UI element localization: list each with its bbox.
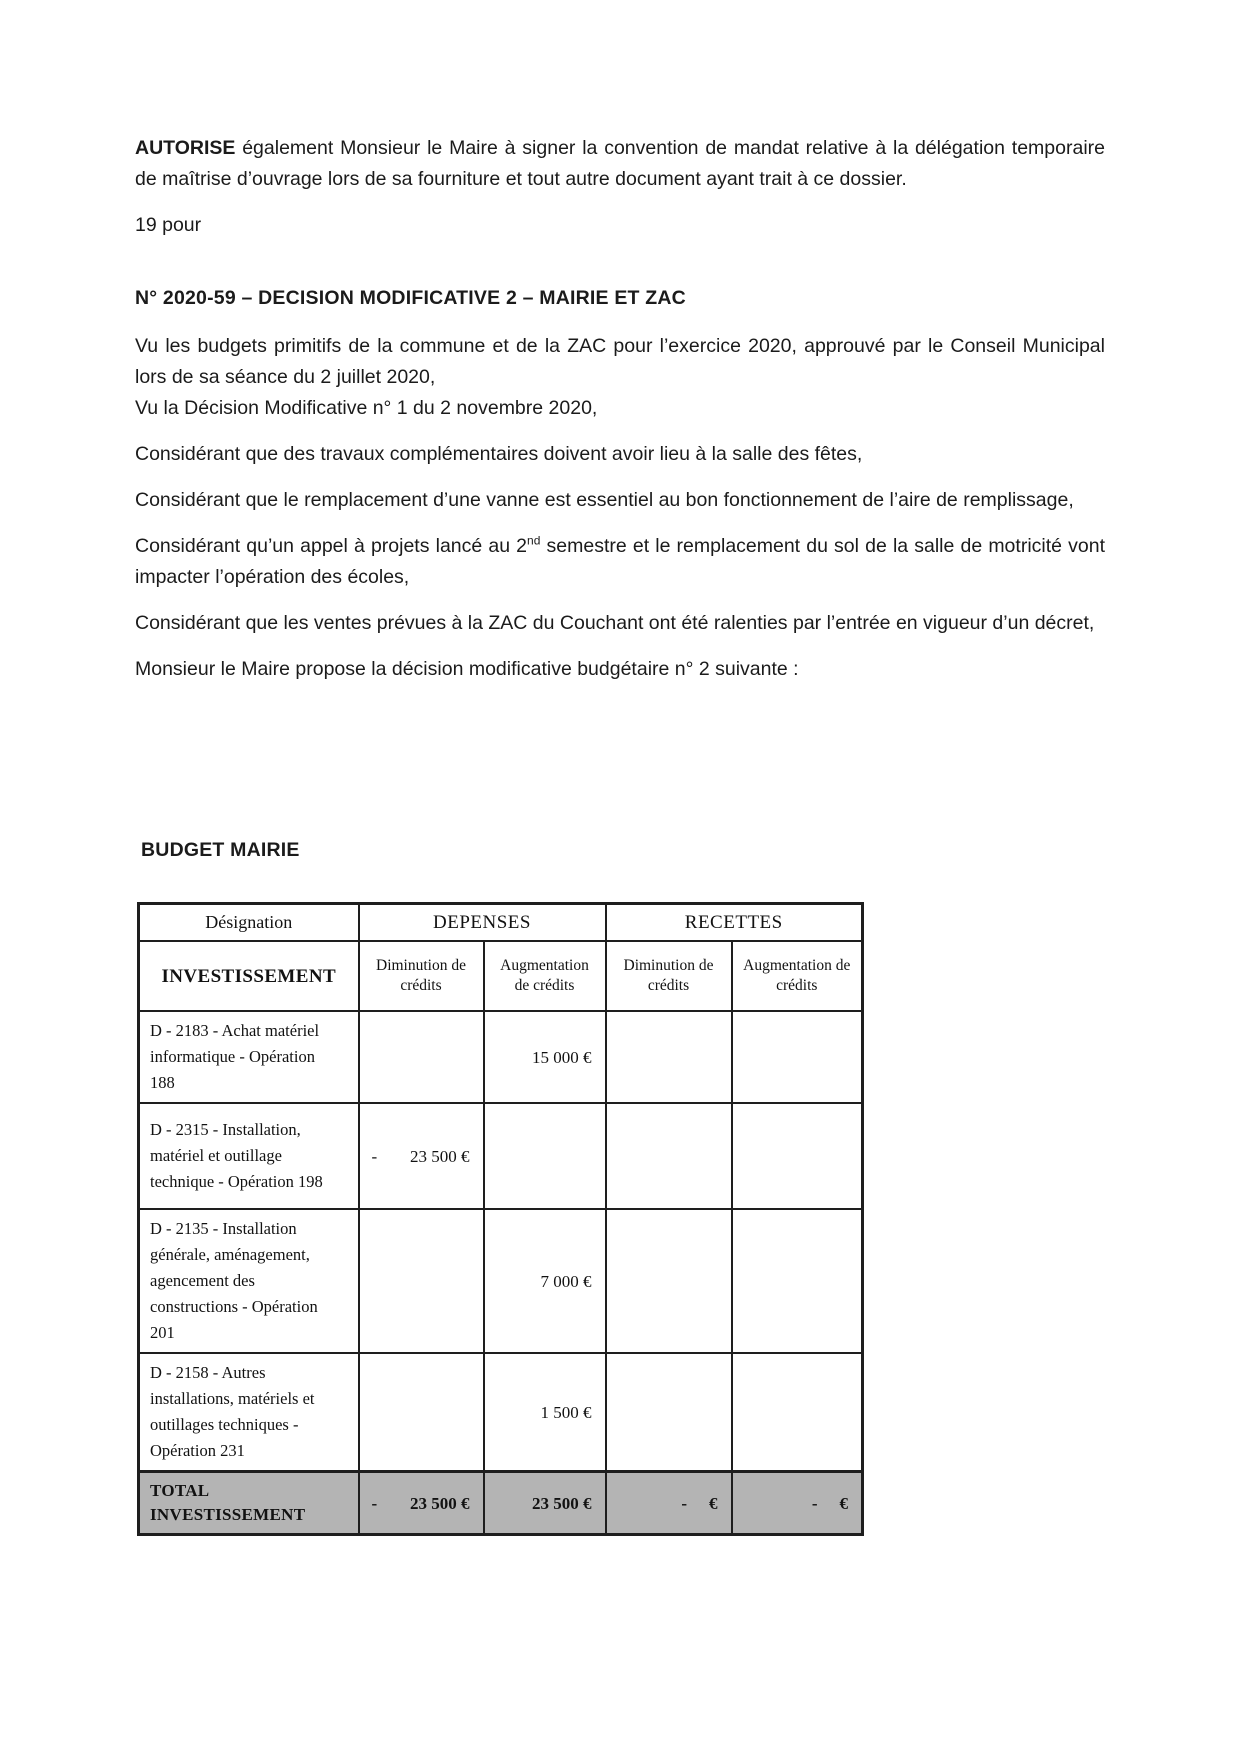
header-dep-augmentation: Augmentation de crédits (484, 941, 606, 1011)
table-row (139, 1209, 863, 1353)
paragraph-vu-dm1: Vu la Décision Modificative n° 1 du 2 novembre 2020, (135, 397, 598, 419)
decision-heading: N° 2020-59 – DECISION MODIFICATIVE 2 – MAIRIE ET ZAC (135, 287, 686, 309)
paragraph-vu-block (135, 331, 1105, 424)
considerant-projets-start: Considérant qu’un appel à projets lancé au 2 (135, 535, 528, 557)
vote-count: 19 pour (135, 214, 202, 236)
amount-value: 23 500 € (532, 1493, 592, 1513)
table-header-columns (139, 941, 863, 1011)
table-row (139, 1103, 863, 1209)
paragraph-considerant-projets (135, 531, 1105, 593)
ordinal-superscript: nd (527, 533, 541, 548)
amount-value: 1 500 € (540, 1402, 592, 1422)
paragraph-considerant-vanne: Considérant que le remplacement d’une vanne est essentiel au bon fonctionnement de l’aire de remplissage, (135, 489, 1074, 511)
header-rec-diminution: Diminution de crédits (606, 941, 732, 1011)
paragraph-considerant-ventes: Considérant que les ventes prévues à la ZAC du Couchant ont été ralenties par l’entrée en vigueur d’un décret, (135, 612, 1095, 634)
row-designation: D - 2183 - Achat matériel informatique - Opération 188 (139, 1011, 359, 1103)
amount-sign: - (811, 1493, 818, 1513)
budget-table (137, 902, 864, 1536)
table-total-row (139, 1472, 863, 1535)
amount-value: € (839, 1493, 849, 1513)
considerant-projets-end: semestre et le remplacement du sol de la salle de motricité vont impacter l’opération des écoles, (135, 535, 1105, 588)
paragraph-considerant-travaux: Considérant que des travaux complémentaires doivent avoir lieu à la salle des fêtes, (135, 443, 863, 465)
paragraph-autorise (135, 133, 1105, 195)
row-designation: D - 2135 - Installation générale, aménagement, agencement des constructions - Opération 201 (139, 1209, 359, 1353)
header-dep-diminution: Diminution de crédits (359, 941, 484, 1011)
amount-value: 7 000 € (540, 1271, 592, 1291)
amount-value: € (709, 1493, 718, 1513)
header-rec-augmentation: Augmentation de crédits (732, 941, 863, 1011)
table-row (139, 1353, 863, 1472)
header-recettes: RECETTES (606, 904, 863, 942)
autorise-text: également Monsieur le Maire à signer la convention de mandat relative à la délégation temporaire de maîtrise d’ouvrage lors de sa fourniture et tout autre document ayant trait à ce dossier. (135, 137, 1105, 190)
amount-value: 23 500 € (410, 1146, 470, 1166)
row-designation: D - 2158 - Autres installations, matériels et outillages techniques - Opération 231 (139, 1353, 359, 1472)
header-designation: Désignation (139, 904, 359, 942)
amount-sign: - (371, 1146, 378, 1166)
header-depenses: DEPENSES (359, 904, 606, 942)
amount-value: 23 500 € (410, 1493, 470, 1513)
amount-sign: - (681, 1493, 687, 1513)
header-investissement: INVESTISSEMENT (139, 941, 359, 1011)
paragraph-propose: Monsieur le Maire propose la décision modificative budgétaire n° 2 suivante : (135, 658, 799, 680)
budget-section-title: BUDGET MAIRIE (141, 839, 300, 861)
amount-sign: - (371, 1493, 378, 1513)
table-header-groups (139, 904, 863, 942)
paragraph-vu-budgets: Vu les budgets primitifs de la commune et de la ZAC pour l’exercice 2020, approuvé par le Conseil Municipal lors de sa séance du 2 juillet 2020, (135, 335, 1105, 388)
total-label: TOTAL INVESTISSEMENT (139, 1472, 359, 1535)
row-designation: D - 2315 - Installation, matériel et outillage technique - Opération 198 (139, 1103, 359, 1209)
amount-value: 15 000 € (532, 1047, 592, 1067)
autorise-keyword: AUTORISE (135, 137, 236, 159)
table-row (139, 1011, 863, 1103)
